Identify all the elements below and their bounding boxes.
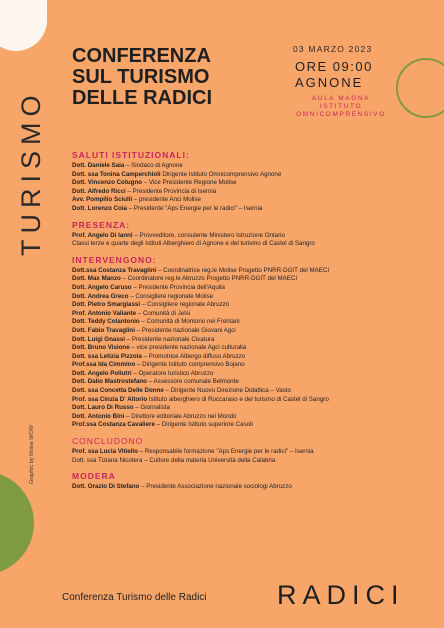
speaker-line [72,361,438,370]
speaker-line [72,318,438,327]
speaker-role: – Dirigente Istituto superiore Casoli [154,421,253,429]
speaker-line [72,344,438,353]
speaker-line [72,284,438,293]
speaker-line [72,196,438,205]
program-section [72,471,438,492]
speaker-role: Classi terze e quarte degli Istituti Alberghiero di Agnone e del turismo di Castel di Sangro [72,240,315,248]
vertical-word: TURISMO [16,89,46,257]
speaker-name: Dott. Orazio Di Stefano [72,483,140,491]
speaker-role: – Coordinatore reg.le Abruzzo Progetto PNRR-DGIT del MAECI [120,275,298,283]
section-title: CONCLUDONO [72,436,144,447]
speaker-line [72,301,438,310]
speaker-name: Dott. Lorenzo Coia [72,204,127,212]
decorative-green-circle [0,471,34,575]
speaker-role: – vice presidente nazionale Agci culturalia [129,344,247,352]
speaker-role: – Dirigente Nuovo Direzione Didattica – Vasto [163,387,291,395]
program-section [72,150,438,214]
speaker-line [72,413,438,422]
speaker-name: Prof.ssa Ida Cimmino [72,361,136,369]
speaker-name: Dott. Lauro Di Russo [72,404,134,412]
venue-line-2: ISTITUTO [319,103,363,110]
graphic-credit: Graphic by Moise WOW [29,425,35,484]
program-section [72,436,438,465]
event-time: ORE 09:00 [295,59,373,74]
speaker-line [72,188,438,197]
speaker-role: Dirigente Istituto Omnicomprensivo Agnone [160,170,282,178]
speaker-name: Prof. Antonio Valiante [72,309,137,317]
speaker-name: Prof.ssa Costanza Cavaliere [72,421,155,429]
speaker-line [72,171,438,180]
program [72,150,438,498]
title-line-1: CONFERENZA [72,45,211,67]
speaker-role: – Presidente Associazione nazionale sociologi Abruzzo [139,483,292,491]
speaker-role: – Consigliere regionale Abruzzo [140,301,230,309]
speaker-role: – Sindaco di Agnone [124,162,183,169]
speaker-line [72,378,438,387]
event-date: 03 MARZO 2023 [293,44,373,54]
footer-text: Conferenza Turismo delle Radici [62,592,207,603]
title-line-3: DELLE RADICI [72,87,212,109]
venue-line-1: AULA MAGNA [311,95,371,102]
section-title: SALUTI ISTITUZIONALI: [72,150,190,160]
speaker-role: – Giornalista [133,404,170,412]
footer-brand: RADICI [277,580,405,610]
speaker-line [72,232,438,241]
program-section [72,255,438,430]
speaker-line [72,275,438,284]
main-title [72,46,212,109]
speaker-line [72,179,438,188]
speaker-role: – Presidente nazionale Giovani Agci [134,326,236,334]
speaker-name: Dott. Alfredo Ricci [72,187,126,195]
speaker-name: Avv. Pompilio Sciulli [72,196,133,204]
speaker-role: – Assessore comunale Belmonte [146,378,239,386]
speaker-line [72,162,438,171]
speaker-name: Dott. Bruno Visione [72,344,130,352]
program-section [72,220,438,249]
speaker-role: – Direttore editoriale Abruzzo nel Mondo [124,412,237,420]
speaker-name: Dott. Angelo Pollutri [72,369,132,377]
speaker-role: Istituto alberghiero di Roccaraso e del turismo di Castel di Sangro [147,395,329,403]
speaker-line [72,310,438,319]
speaker-role: – Vice Presidente Regione Molise [142,179,237,187]
speaker-name: Prof. ssa Cinzia D' Altorio [72,395,148,403]
speaker-name: Dott. Andrea Greco [72,292,129,300]
speaker-name: Dott. ssa Tonina Camperchioli [72,170,161,178]
speaker-line [72,404,438,413]
speaker-name: Dott. Daniele Saia [72,162,125,169]
speaker-role: – Presidente Provincia dell'Aquila [131,283,225,291]
speaker-line [72,267,438,276]
speaker-role: – Presidente "Aps Energie per le radici" – Isernia [127,204,263,212]
speaker-line [72,396,438,405]
speaker-line [72,483,438,492]
speaker-role: – presidente Anci Molise [132,196,201,204]
speaker-role: – Presidente nazionale Civatura [124,335,215,343]
speaker-line [72,387,438,396]
speaker-line [72,293,438,302]
section-title: PRESENZA: [72,219,131,230]
decorative-outline-circle [396,58,444,118]
speaker-name: Dott. Luigi Gnassi [72,335,125,343]
speaker-line [72,457,438,466]
speaker-name: Dott.ssa Costanza Travaglini [72,266,157,274]
speaker-line [72,327,438,336]
section-title: INTERVENGONO: [72,254,157,265]
speaker-role: – Responsabile formazione "Aps Energie per le radici" – Isernia [137,448,314,456]
speaker-line [72,353,438,362]
speaker-name: Prof. ssa Lucia Vitiello [72,448,138,456]
section-title: MODERA [72,471,116,482]
speaker-name: Dott. Angelo Caruso [72,283,132,291]
speaker-role: – Provveditore, consulente Ministero Istruzione Ontario [132,231,285,239]
speaker-line [72,370,438,379]
speaker-line [72,205,438,214]
speaker-line [72,448,438,457]
speaker-role: Dott. ssa Tiziana Nicotera – Cultore della materia Università della Calabria [72,456,276,464]
speaker-role: – Operatore turistico Abruzzo [131,369,214,377]
speaker-line [72,336,438,345]
decorative-cream-shape [0,0,47,51]
speaker-role: – Comunità di Jelsi [136,309,191,317]
speaker-line [72,240,438,249]
venue-line-3: OMNICOMPRENSIVO [296,111,386,118]
speaker-name: Prof. Angelo Di Ianni [72,231,133,239]
title-line-2: SUL TURISMO [72,66,210,88]
speaker-name: Dott. Antonio Bini [72,412,125,420]
speaker-name: Dott. ssa Letizia Pizzola [72,352,142,360]
speaker-name: Dott. Pietro Smargiassi [72,301,141,309]
speaker-role: – Promotrice Albergo diffuso Abruzzo [141,352,246,360]
event-town: AGNONE [295,75,364,90]
speaker-role: – Dirigente Istituto comprensivo Bojano [135,361,245,369]
speaker-name: Dott. Max Manzo [72,275,121,283]
event-venue [295,95,387,119]
speaker-role: – Comunità di Montorio nei Frentani [139,318,240,326]
speaker-name: Dott. ssa Concetta Delle Donne [72,387,164,395]
speaker-name: Dott. Dalio Mastrostefano [72,378,147,386]
speaker-role: – Coordinatrice reg.le Molise Progetto PNRR-DGIT del MAECI [156,266,330,274]
speaker-name: Dott. Fabio Travaglini [72,326,135,334]
speaker-role: – Presidente Provincia di Isernia [125,187,217,195]
speaker-name: Dott. Teddy Colantonio [72,318,140,326]
speaker-name: Dott. Vincenzo Cotugno [72,179,143,187]
speaker-line [72,421,438,430]
speaker-role: – Consigliere regionale Molise [128,292,214,300]
